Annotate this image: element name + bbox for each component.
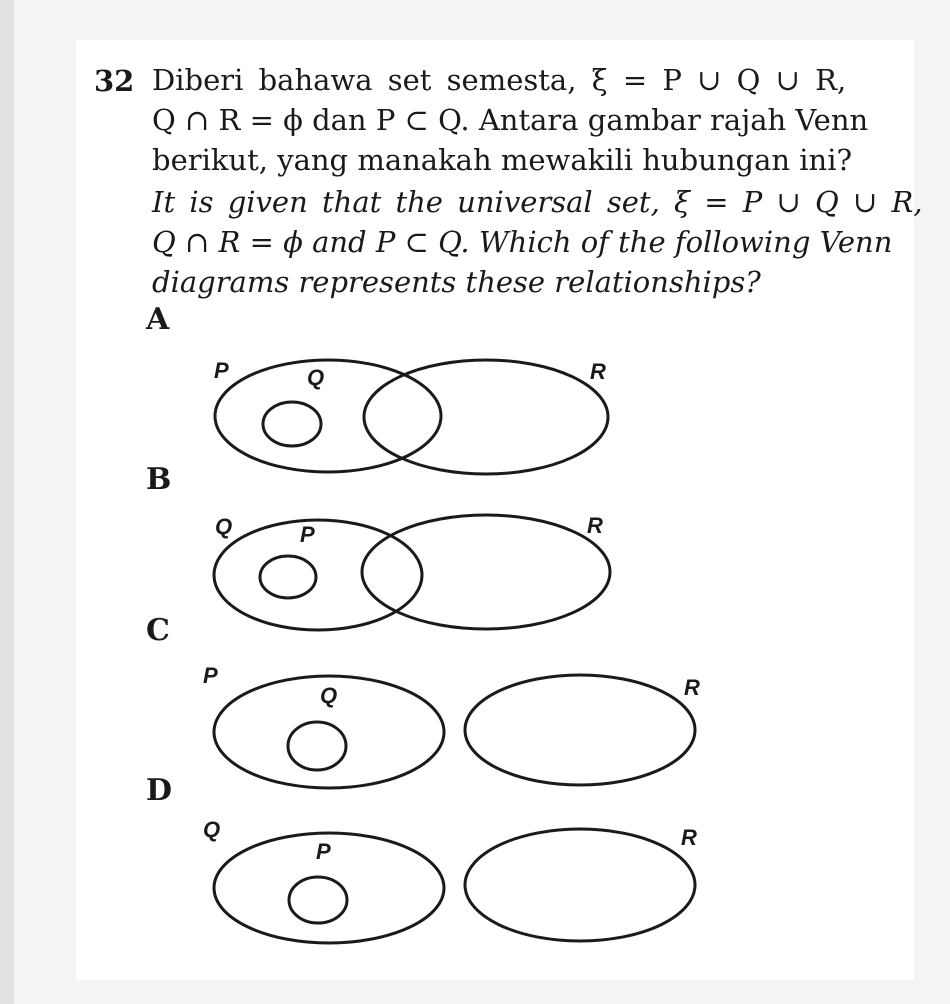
venn-d-inner-label: P — [316, 839, 331, 864]
venn-diagram-a[interactable] — [214, 358, 608, 474]
venn-diagram-d[interactable] — [203, 817, 697, 943]
malay-text-line-2: Q ∩ R = ϕ dan P ⊂ Q. Antara gambar rajah Venn — [152, 103, 869, 137]
venn-diagram-b[interactable] — [214, 513, 610, 630]
venn-diagram-c[interactable] — [203, 663, 700, 788]
venn-b-inner-label: P — [300, 522, 315, 547]
venn-d-inner-set — [289, 877, 347, 923]
option-a-letter[interactable]: A — [146, 302, 170, 337]
malay-text-line-1: Diberi bahawa set semesta, ξ = P ∪ Q ∪ R, — [152, 63, 847, 97]
venn-b-right-label: R — [587, 513, 603, 538]
english-text-line-3: diagrams represents these relationships? — [152, 265, 761, 299]
venn-a-outer-label: P — [214, 358, 229, 383]
venn-c-right-label: R — [684, 675, 700, 700]
venn-a-right-set — [364, 360, 608, 474]
venn-a-outer-set — [215, 360, 441, 472]
venn-d-right-label: R — [681, 825, 697, 850]
venn-a-inner-set — [263, 402, 321, 446]
malay-text-line-3: berikut, yang manakah mewakili hubungan ini? — [152, 143, 853, 177]
question-number: 32 — [94, 64, 135, 98]
venn-b-outer-label: Q — [215, 514, 233, 539]
venn-d-outer-label: Q — [203, 817, 221, 842]
venn-a-inner-label: Q — [307, 365, 325, 390]
venn-d-right-set — [465, 829, 695, 941]
venn-b-right-set — [362, 515, 610, 629]
english-text-line-2: Q ∩ R = ϕ and P ⊂ Q. Which of the following Venn — [152, 225, 893, 259]
venn-c-outer-label: P — [203, 663, 218, 688]
venn-b-inner-set — [260, 556, 316, 598]
venn-a-right-label: R — [590, 359, 606, 384]
venn-c-inner-set — [288, 722, 346, 770]
option-b-letter[interactable]: B — [146, 462, 172, 497]
venn-c-inner-label: Q — [320, 683, 338, 708]
option-d-letter[interactable]: D — [146, 773, 173, 808]
option-c-letter[interactable]: C — [146, 613, 170, 648]
english-text-line-1: It is given that the universal set, ξ = P ∪ Q ∪ R, — [152, 185, 923, 219]
venn-c-right-set — [465, 675, 695, 785]
